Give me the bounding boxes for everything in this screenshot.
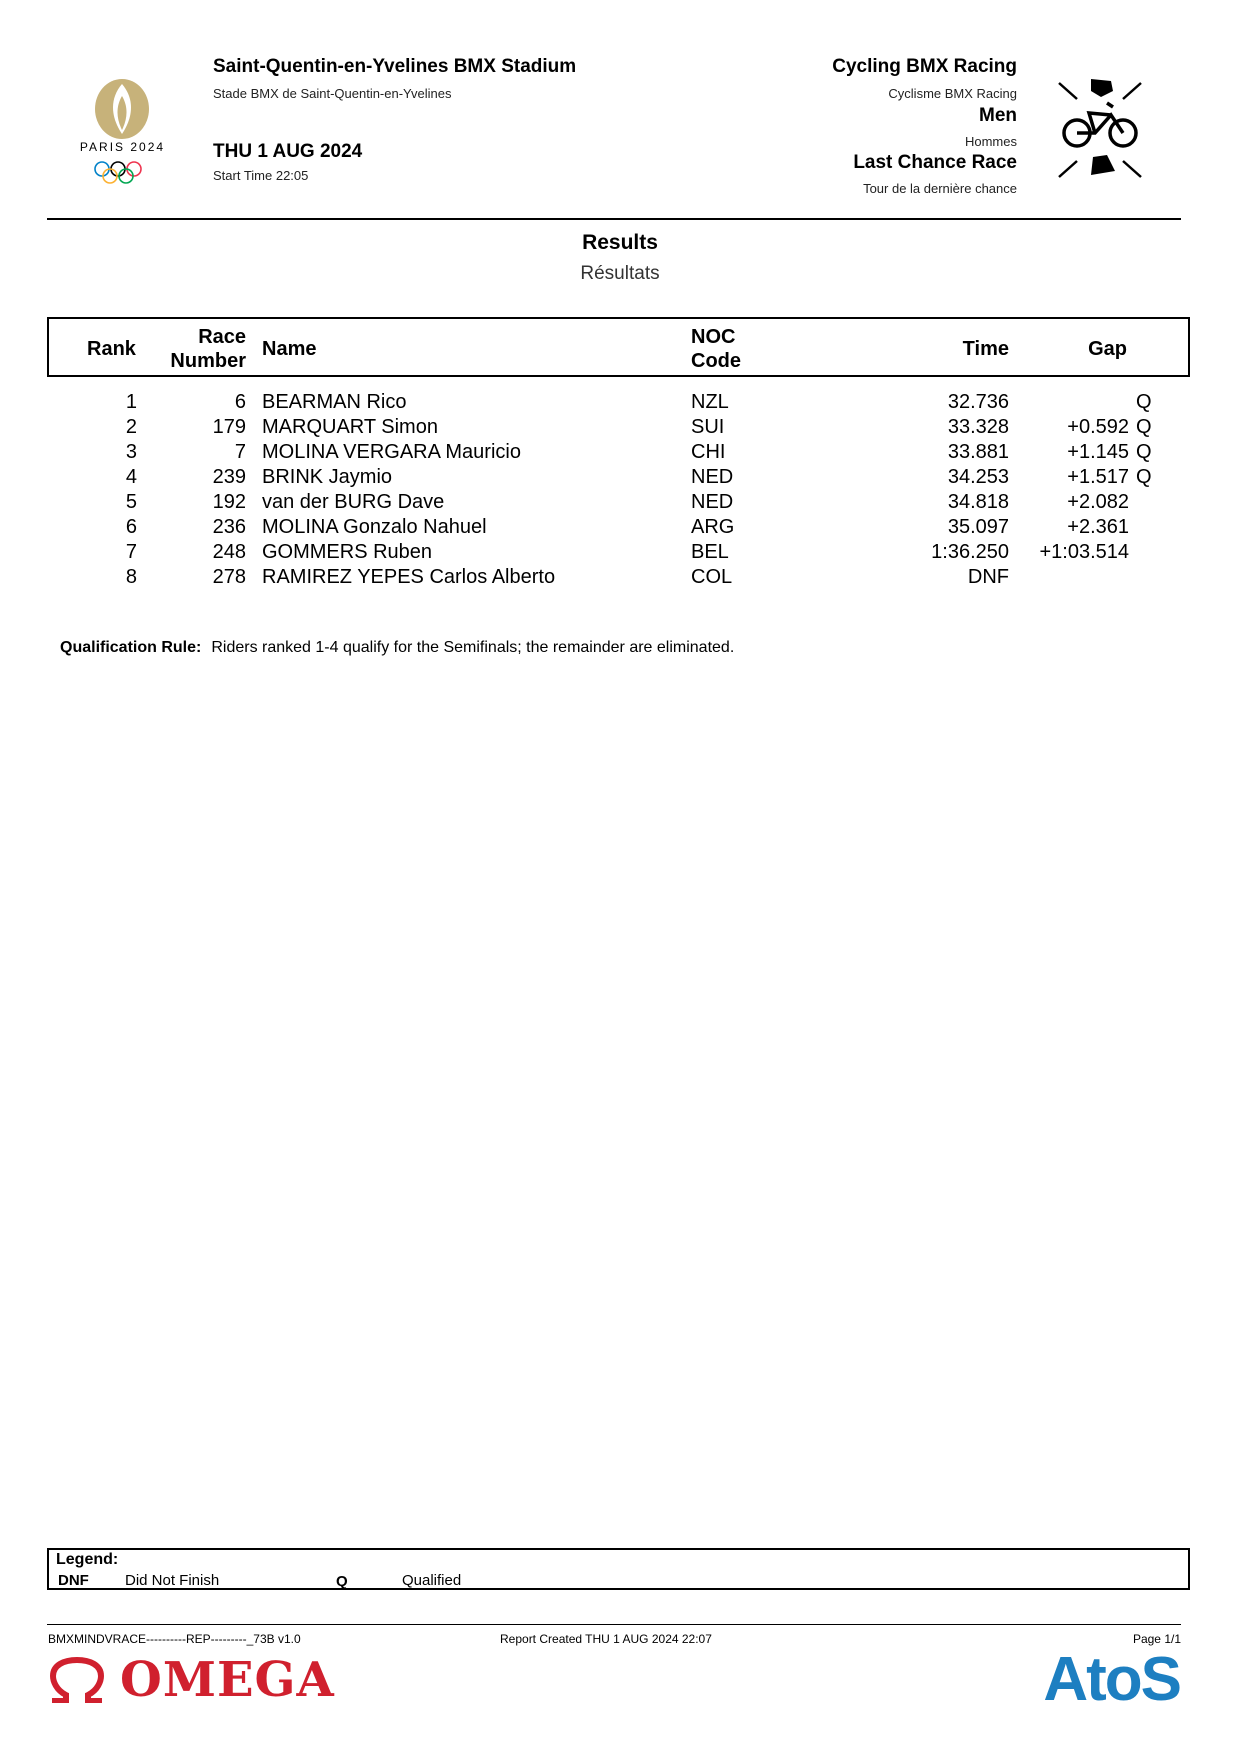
name-cell: BEARMAN Rico [262,391,407,413]
name-cell: van der BURG Dave [262,491,445,513]
legend-value-q: Qualified [402,1572,462,1589]
gender-title: Men [979,105,1017,126]
rank-cell: 6 [125,516,137,538]
qualified-cell: Q [1136,441,1152,463]
race-number-cell: 7 [234,441,246,463]
header-race-number-line2: Number [170,350,246,372]
gap-cell: +2.361 [1067,516,1129,538]
noc-cell: SUI [691,416,725,438]
table-row [0,466,1240,491]
venue-subtitle: Stade BMX de Saint-Quentin-en-Yvelines [213,86,452,101]
header-divider [47,218,1181,220]
header-time: Time [962,338,1009,360]
paris-2024-text: PARIS 2024 [79,140,166,154]
table-row [0,416,1240,441]
name-cell: RAMIREZ YEPES Carlos Alberto [262,566,556,588]
venue-title: Saint-Quentin-en-Yvelines BMX Stadium [213,56,577,77]
bmx-pictogram-icon [1055,75,1145,185]
noc-cell: NZL [691,391,729,413]
race-number-cell: 179 [212,416,246,438]
qualification-rule [60,639,734,657]
header-noc [691,325,741,373]
gender-subtitle: Hommes [964,134,1017,149]
sport-subtitle: Cyclisme BMX Racing [888,86,1017,101]
gap-cell: +1:03.514 [1039,541,1129,563]
table-row [0,516,1240,541]
header-race-number [170,325,246,373]
qualification-rule-label: Qualification Rule: [60,639,202,656]
race-number-cell: 239 [212,466,246,488]
qualified-cell: Q [1136,391,1152,413]
header-race-number-line1: Race [198,326,246,348]
paris-2024-logo [70,76,175,186]
gap-cell: +2.082 [1067,491,1129,513]
event-title: Last Chance Race [853,152,1017,173]
omega-symbol-icon [48,1657,106,1703]
qualified-cell: Q [1136,416,1152,438]
noc-cell: CHI [691,441,726,463]
omega-logo: OMEGA [120,1652,335,1708]
noc-cell: ARG [691,516,735,538]
rank-cell: 7 [125,541,137,563]
page-subtitle: Résultats [580,263,660,284]
table-row [0,566,1240,591]
page-title: Results [582,231,658,254]
header-gap: Gap [1088,338,1127,360]
header-rank: Rank [87,338,136,360]
noc-cell: COL [691,566,733,588]
race-number-cell: 192 [212,491,246,513]
report-code: BMXMINDVRACE----------REP---------_73B v1.0 [48,1632,301,1646]
legend-value-dnf: Did Not Finish [125,1572,220,1589]
race-number-cell: 248 [212,541,246,563]
header-noc-line2: Code [691,350,741,372]
report-created: Report Created THU 1 AUG 2024 22:07 [500,1632,712,1646]
time-cell: 32.736 [947,391,1009,413]
rank-cell: 8 [125,566,137,588]
name-cell: MOLINA VERGARA Mauricio [262,441,521,463]
table-row [0,391,1240,416]
noc-cell: NED [691,491,734,513]
rank-cell: 4 [125,466,137,488]
header-noc-line1: NOC [691,326,736,348]
rank-cell: 3 [125,441,137,463]
event-subtitle: Tour de la dernière chance [863,181,1017,196]
gap-cell: +0.592 [1067,416,1129,438]
atos-logo: AtoS [1043,1645,1180,1714]
name-cell: GOMMERS Ruben [262,541,433,563]
table-row [0,441,1240,466]
name-cell: MOLINA Gonzalo Nahuel [262,516,487,538]
noc-cell: BEL [691,541,729,563]
start-time: Start Time 22:05 [213,168,309,183]
name-cell: BRINK Jaymio [262,466,393,488]
race-number-cell: 236 [212,516,246,538]
rank-cell: 5 [125,491,137,513]
qualified-cell: Q [1136,466,1152,488]
olympic-rings-icon [70,158,175,186]
noc-cell: NED [691,466,734,488]
race-number-cell: 6 [234,391,246,413]
time-cell: 35.097 [947,516,1009,538]
name-cell: MARQUART Simon [262,416,438,438]
legend-key-q: Q [336,1573,348,1590]
page-number: Page 1/1 [1132,1632,1181,1646]
time-cell: 34.818 [947,491,1009,513]
qualification-rule-text: Riders ranked 1-4 qualify for the Semifinals; the remainder are eliminated. [211,639,735,656]
sport-title: Cycling BMX Racing [832,56,1017,77]
gap-cell: +1.517 [1067,466,1129,488]
header-name: Name [262,338,317,360]
rank-cell: 1 [125,391,137,413]
time-cell: 33.881 [947,441,1009,463]
footer-divider [47,1624,1181,1625]
event-date: THU 1 AUG 2024 [213,141,363,162]
legend-key-dnf: DNF [58,1572,89,1589]
gap-cell: +1.145 [1067,441,1129,463]
time-cell: 34.253 [947,466,1009,488]
table-row [0,541,1240,566]
race-number-cell: 278 [212,566,246,588]
rank-cell: 2 [125,416,137,438]
table-row [0,491,1240,516]
time-cell: 33.328 [947,416,1009,438]
legend-title: Legend: [56,1551,119,1568]
time-cell: 1:36.250 [931,541,1009,563]
time-cell: DNF [967,566,1009,588]
